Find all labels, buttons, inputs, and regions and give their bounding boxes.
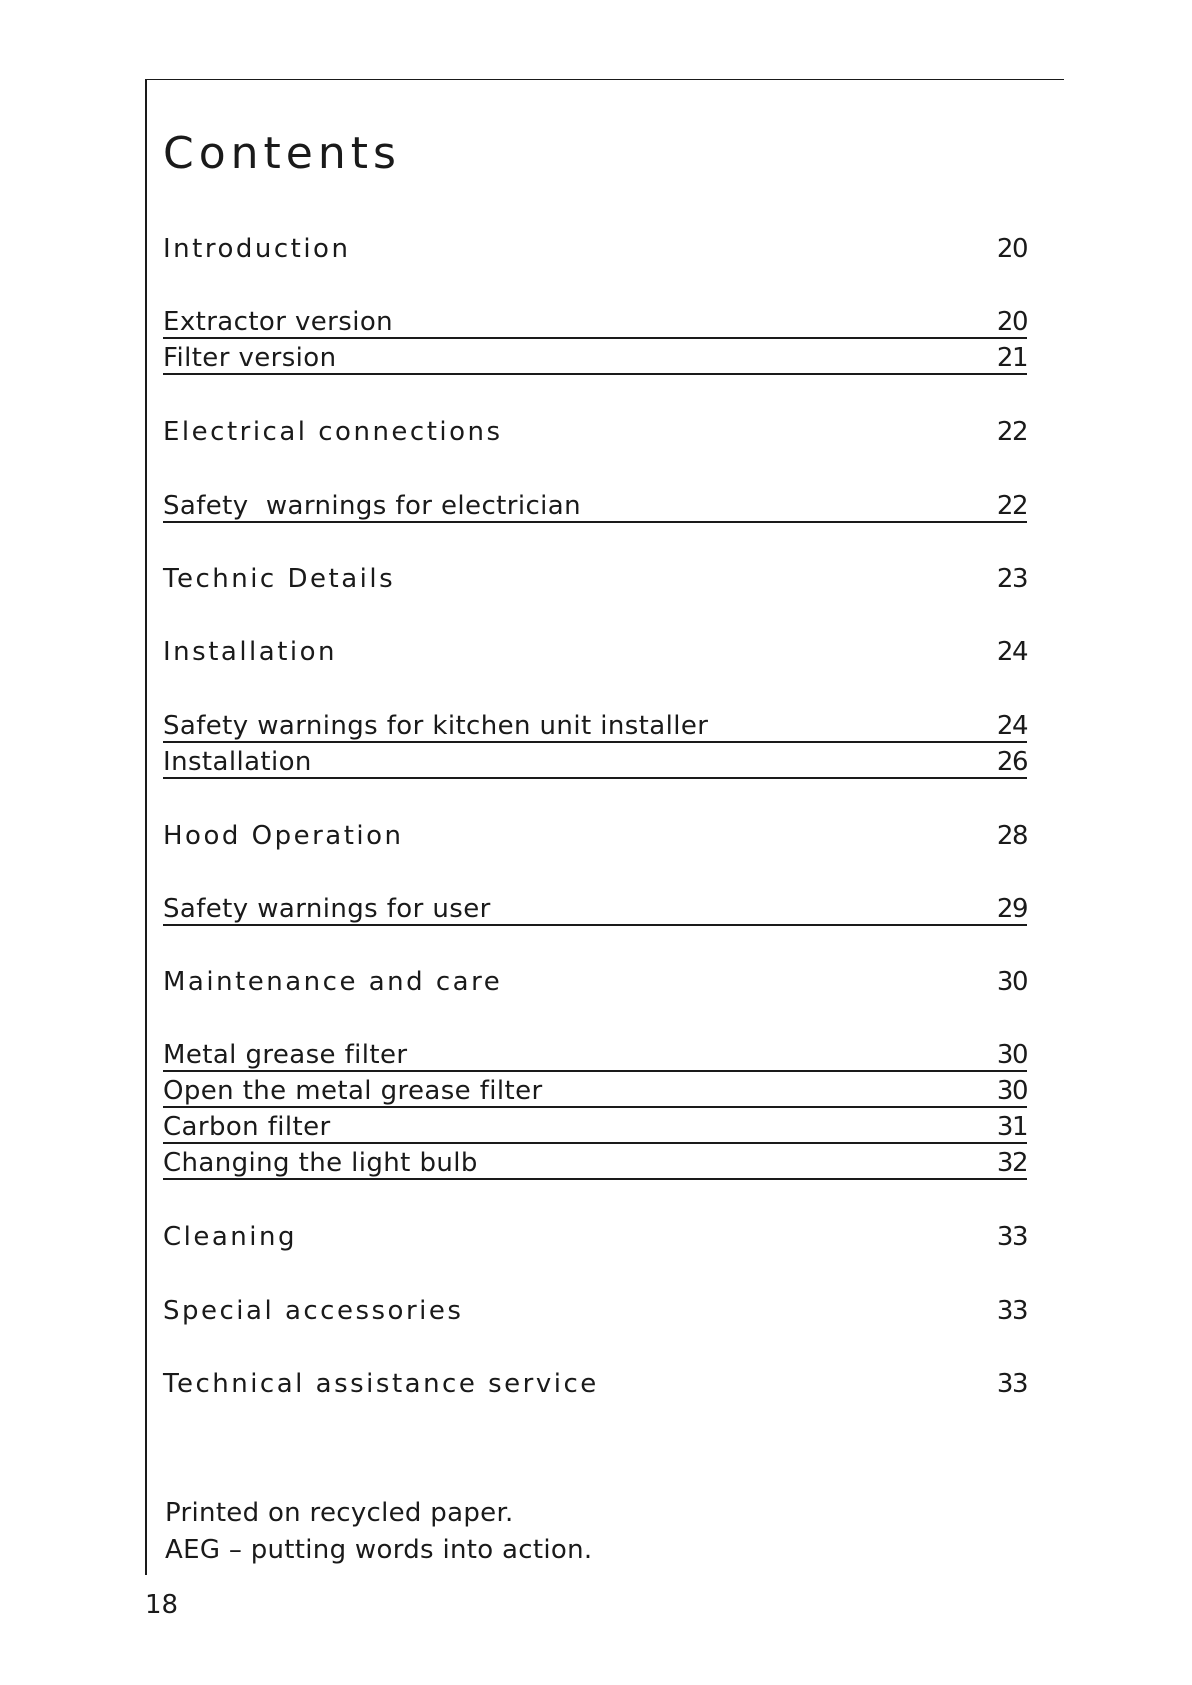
toc-section: [163, 1363, 1027, 1399]
toc-entry-page: 24: [996, 637, 1027, 667]
toc-section: [163, 961, 1027, 997]
toc-entry-page: 33: [996, 1369, 1027, 1399]
footer-recycled-note: Printed on recycled paper.: [165, 1498, 514, 1528]
toc-entry-label: Cleaning: [163, 1222, 297, 1252]
toc-entry-label: Installation: [163, 637, 338, 667]
toc-entry-label: Electrical connections: [163, 417, 503, 447]
toc-entry-label: Safety warnings for kitchen unit installer: [163, 711, 709, 741]
toc-entry-page: 22: [996, 491, 1027, 521]
toc-section: [163, 228, 1027, 264]
toc-entry-page: 33: [996, 1296, 1027, 1326]
toc-entry-label: Hood Operation: [163, 821, 404, 851]
toc-entry-label: Installation: [163, 747, 312, 777]
toc-entry-label: Safety warnings for electrician: [163, 491, 581, 521]
toc-entry-page: 28: [996, 821, 1027, 851]
toc-entry-label: Changing the light bulb: [163, 1148, 478, 1178]
toc-subsection: [163, 705, 1027, 743]
toc-entry-page: 21: [996, 343, 1027, 373]
page-title: Contents: [163, 128, 401, 179]
toc-section: [163, 631, 1027, 667]
toc-section: [163, 411, 1027, 447]
left-margin-rule: [145, 79, 147, 1575]
toc-subsection: [163, 1034, 1027, 1072]
toc-subsection: [163, 1142, 1027, 1180]
toc-entry-label: Special accessories: [163, 1296, 464, 1326]
toc-section: [163, 815, 1027, 851]
toc-entry-label: Technical assistance service: [163, 1369, 599, 1399]
toc-entry-label: Technic Details: [163, 564, 396, 594]
toc-entry-label: Maintenance and care: [163, 967, 503, 997]
toc-entry-label: Introduction: [163, 234, 351, 264]
toc-entry-page: 32: [996, 1148, 1027, 1178]
top-rule: [145, 79, 1064, 80]
toc-subsection: [163, 1106, 1027, 1144]
toc-entry-page: 24: [996, 711, 1027, 741]
toc-entry-page: 20: [996, 234, 1027, 264]
toc-entry-page: 31: [996, 1112, 1027, 1142]
toc-subsection: [163, 337, 1027, 375]
toc-subsection: [163, 1070, 1027, 1108]
toc-entry-page: 22: [996, 417, 1027, 447]
toc-subsection: [163, 485, 1027, 523]
toc-entry-page: 30: [996, 1076, 1027, 1106]
toc-entry-page: 33: [996, 1222, 1027, 1252]
toc-entry-page: 29: [996, 894, 1027, 924]
toc-section: [163, 1216, 1027, 1252]
toc-subsection: [163, 741, 1027, 779]
toc-entry-page: 30: [996, 967, 1027, 997]
toc-subsection: [163, 888, 1027, 926]
toc-subsection: [163, 301, 1027, 339]
toc-entry-page: 20: [996, 307, 1027, 337]
toc-section: [163, 558, 1027, 594]
toc-entry-label: Extractor version: [163, 307, 394, 337]
toc-entry-label: Carbon filter: [163, 1112, 331, 1142]
page-number: 18: [145, 1590, 179, 1620]
toc-entry-page: 23: [996, 564, 1027, 594]
toc-section: [163, 1290, 1027, 1326]
toc-entry-label: Metal grease filter: [163, 1040, 408, 1070]
toc-entry-label: Safety warnings for user: [163, 894, 491, 924]
toc-entry-page: 30: [996, 1040, 1027, 1070]
toc-entry-label: Filter version: [163, 343, 337, 373]
footer-slogan: AEG – putting words into action.: [165, 1535, 593, 1565]
toc-entry-page: 26: [996, 747, 1027, 777]
toc-entry-label: Open the metal grease filter: [163, 1076, 543, 1106]
